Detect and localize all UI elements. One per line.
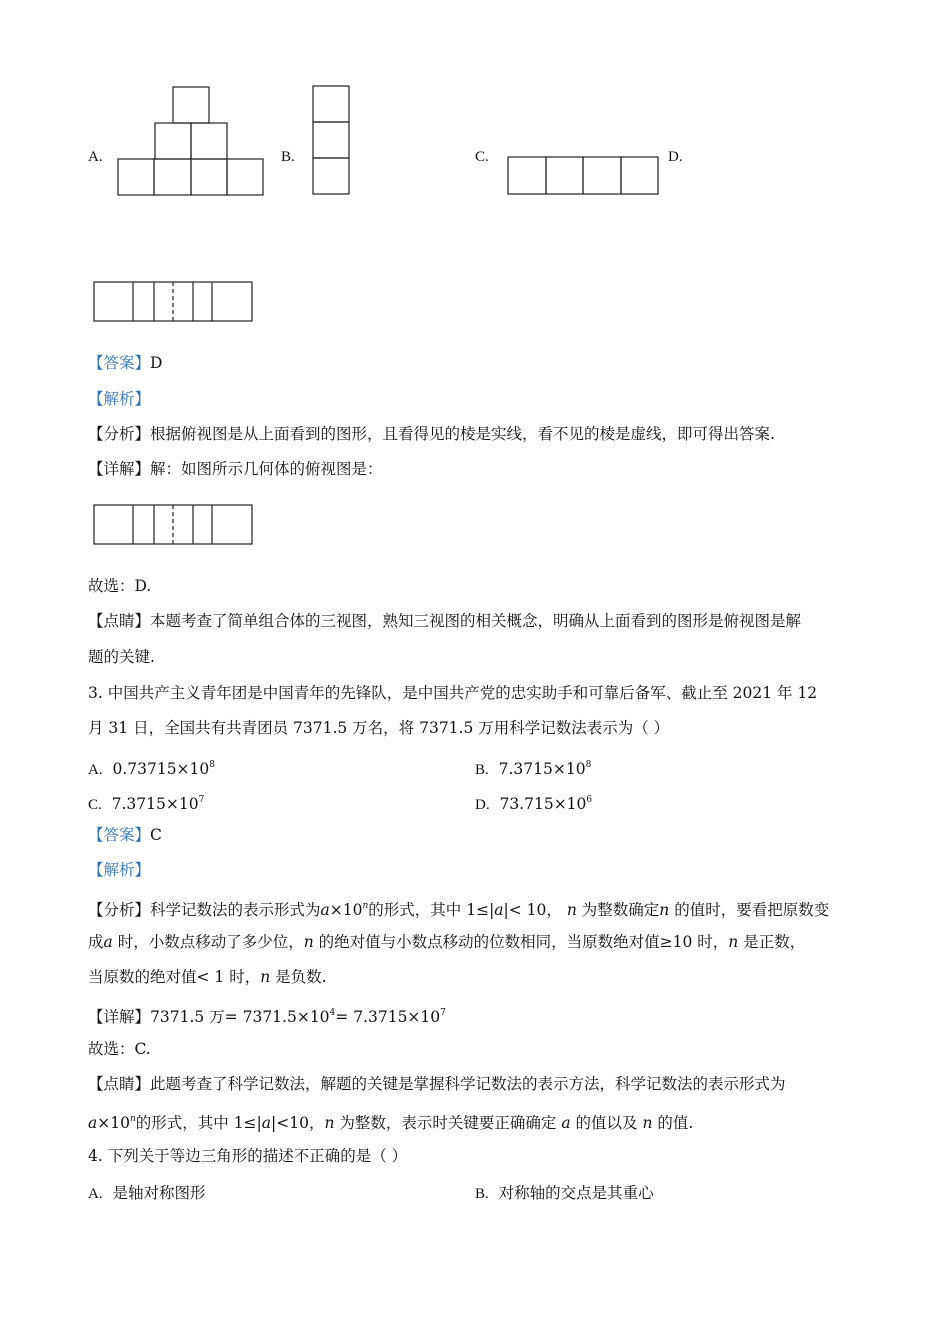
q4-option-b: B. 对称轴的交点是其重心 bbox=[475, 1184, 654, 1202]
option-a-figure bbox=[118, 87, 266, 197]
xiangjie-text: 解：如图所示几何体的俯视图是： bbox=[150, 460, 383, 478]
option-c-label: C. bbox=[475, 149, 489, 165]
q3-guxuan: 故选：C. bbox=[88, 1040, 151, 1058]
q3-fenxi-line3: 当原数的绝对值< 1 时，n 是负数. bbox=[88, 968, 327, 986]
q3-fenxi-line1: 【分析】科学记数法的表示形式为$a\times 10^n$的形式，其中 1≤|a|< 10， n 为整数确定n 的值时，要看把原数变 bbox=[88, 901, 830, 919]
option-b-label: B. bbox=[281, 149, 295, 165]
q3-answer-line bbox=[88, 824, 162, 846]
figure-square bbox=[118, 159, 154, 195]
figure-square bbox=[191, 159, 227, 195]
xiangjie-tag: 【详解】 bbox=[88, 460, 151, 478]
figure-outline bbox=[94, 505, 252, 544]
q2-xiangjie-line bbox=[88, 458, 383, 480]
option-c-figure bbox=[508, 157, 662, 197]
q2-top-view-figure bbox=[94, 505, 256, 547]
q2-analysis-tag: 【解析】 bbox=[88, 390, 151, 408]
answer-tag: 【答案】 bbox=[88, 354, 151, 372]
figure-square bbox=[508, 157, 546, 194]
q4-option-a: A. 是轴对称图形 bbox=[88, 1184, 206, 1202]
q3-option-a: A. $0.73715\times 10^8$ bbox=[88, 760, 215, 778]
option-d-figure bbox=[94, 282, 256, 324]
q2-answer-line bbox=[88, 352, 162, 374]
q3-option-d: D. $73.715\times 10^6$ bbox=[475, 795, 593, 813]
q4-stem: 4. 下列关于等边三角形的描述不正确的是（ ） bbox=[88, 1147, 408, 1165]
q3-stem-line2: 月 31 日，全国共有共青团员 7371.5 万名，将 7371.5 万用科学记数法表示为（ ） bbox=[88, 719, 670, 737]
answer-value: D bbox=[150, 354, 163, 372]
figure-square bbox=[313, 158, 349, 194]
figure-square bbox=[313, 86, 349, 122]
q3-xiangjie-line: 【详解】7371.5 万= $7371.5\times 10^4= 7.3715\times 10^7$ bbox=[88, 1008, 446, 1026]
answer-tag: 【答案】 bbox=[88, 826, 151, 844]
q3-option-b: B. $7.3715\times 10^8$ bbox=[475, 760, 592, 778]
figure-outline bbox=[94, 282, 252, 321]
q3-analysis-tag: 【解析】 bbox=[88, 861, 151, 879]
q3-dianjing-line2: $a\times 10^n$的形式，其中 1≤|a|<10，n 为整数，表示时关键要正确确定 a 的值以及 n 的值. bbox=[88, 1114, 694, 1132]
answer-value: C bbox=[150, 826, 162, 844]
q2-dianjing-line1 bbox=[88, 610, 801, 632]
q3-stem-line1: 3. 中国共产主义青年团是中国青年的先锋队，是中国共产党的忠实助手和可靠后备军、截止至 2021 年 12 bbox=[88, 684, 818, 702]
dianjing-tag: 【点睛】 bbox=[88, 612, 151, 630]
figure-square bbox=[227, 159, 263, 195]
q2-fenxi-line bbox=[88, 423, 775, 445]
q3-option-c: C. $7.3715\times 10^7$ bbox=[88, 795, 205, 813]
option-a-label: A. bbox=[88, 149, 103, 165]
fenxi-tag: 【分析】 bbox=[88, 425, 151, 443]
option-d-label: D. bbox=[668, 149, 683, 165]
figure-square bbox=[191, 123, 227, 159]
figure-square bbox=[621, 157, 658, 194]
figure-square bbox=[546, 157, 583, 194]
fenxi-text: 根据俯视图是从上面看到的图形，且看得见的棱是实线，看不见的棱是虚线，即可得出答案. bbox=[150, 425, 775, 443]
q2-guxuan: 故选：D. bbox=[88, 577, 152, 595]
q3-fenxi-line2: 成a 时，小数点移动了多少位，n 的绝对值与小数点移动的位数相同，当原数绝对值≥10 时，n 是正数， bbox=[88, 933, 806, 951]
figure-square bbox=[154, 159, 191, 195]
q2-dianjing-line2: 题的关键. bbox=[88, 648, 155, 666]
figure-square bbox=[173, 87, 209, 123]
figure-square bbox=[583, 157, 621, 194]
option-b-figure bbox=[313, 86, 353, 198]
dianjing-text: 本题考查了简单组合体的三视图，熟知三视图的相关概念，明确从上面看到的图形是俯视图是解 bbox=[150, 612, 802, 630]
figure-square bbox=[313, 122, 349, 158]
q3-dianjing-line1: 【点睛】此题考查了科学记数法，解题的关键是掌握科学记数法的表示方法，科学记数法的表示形式为 bbox=[88, 1075, 786, 1093]
figure-square bbox=[155, 123, 191, 159]
